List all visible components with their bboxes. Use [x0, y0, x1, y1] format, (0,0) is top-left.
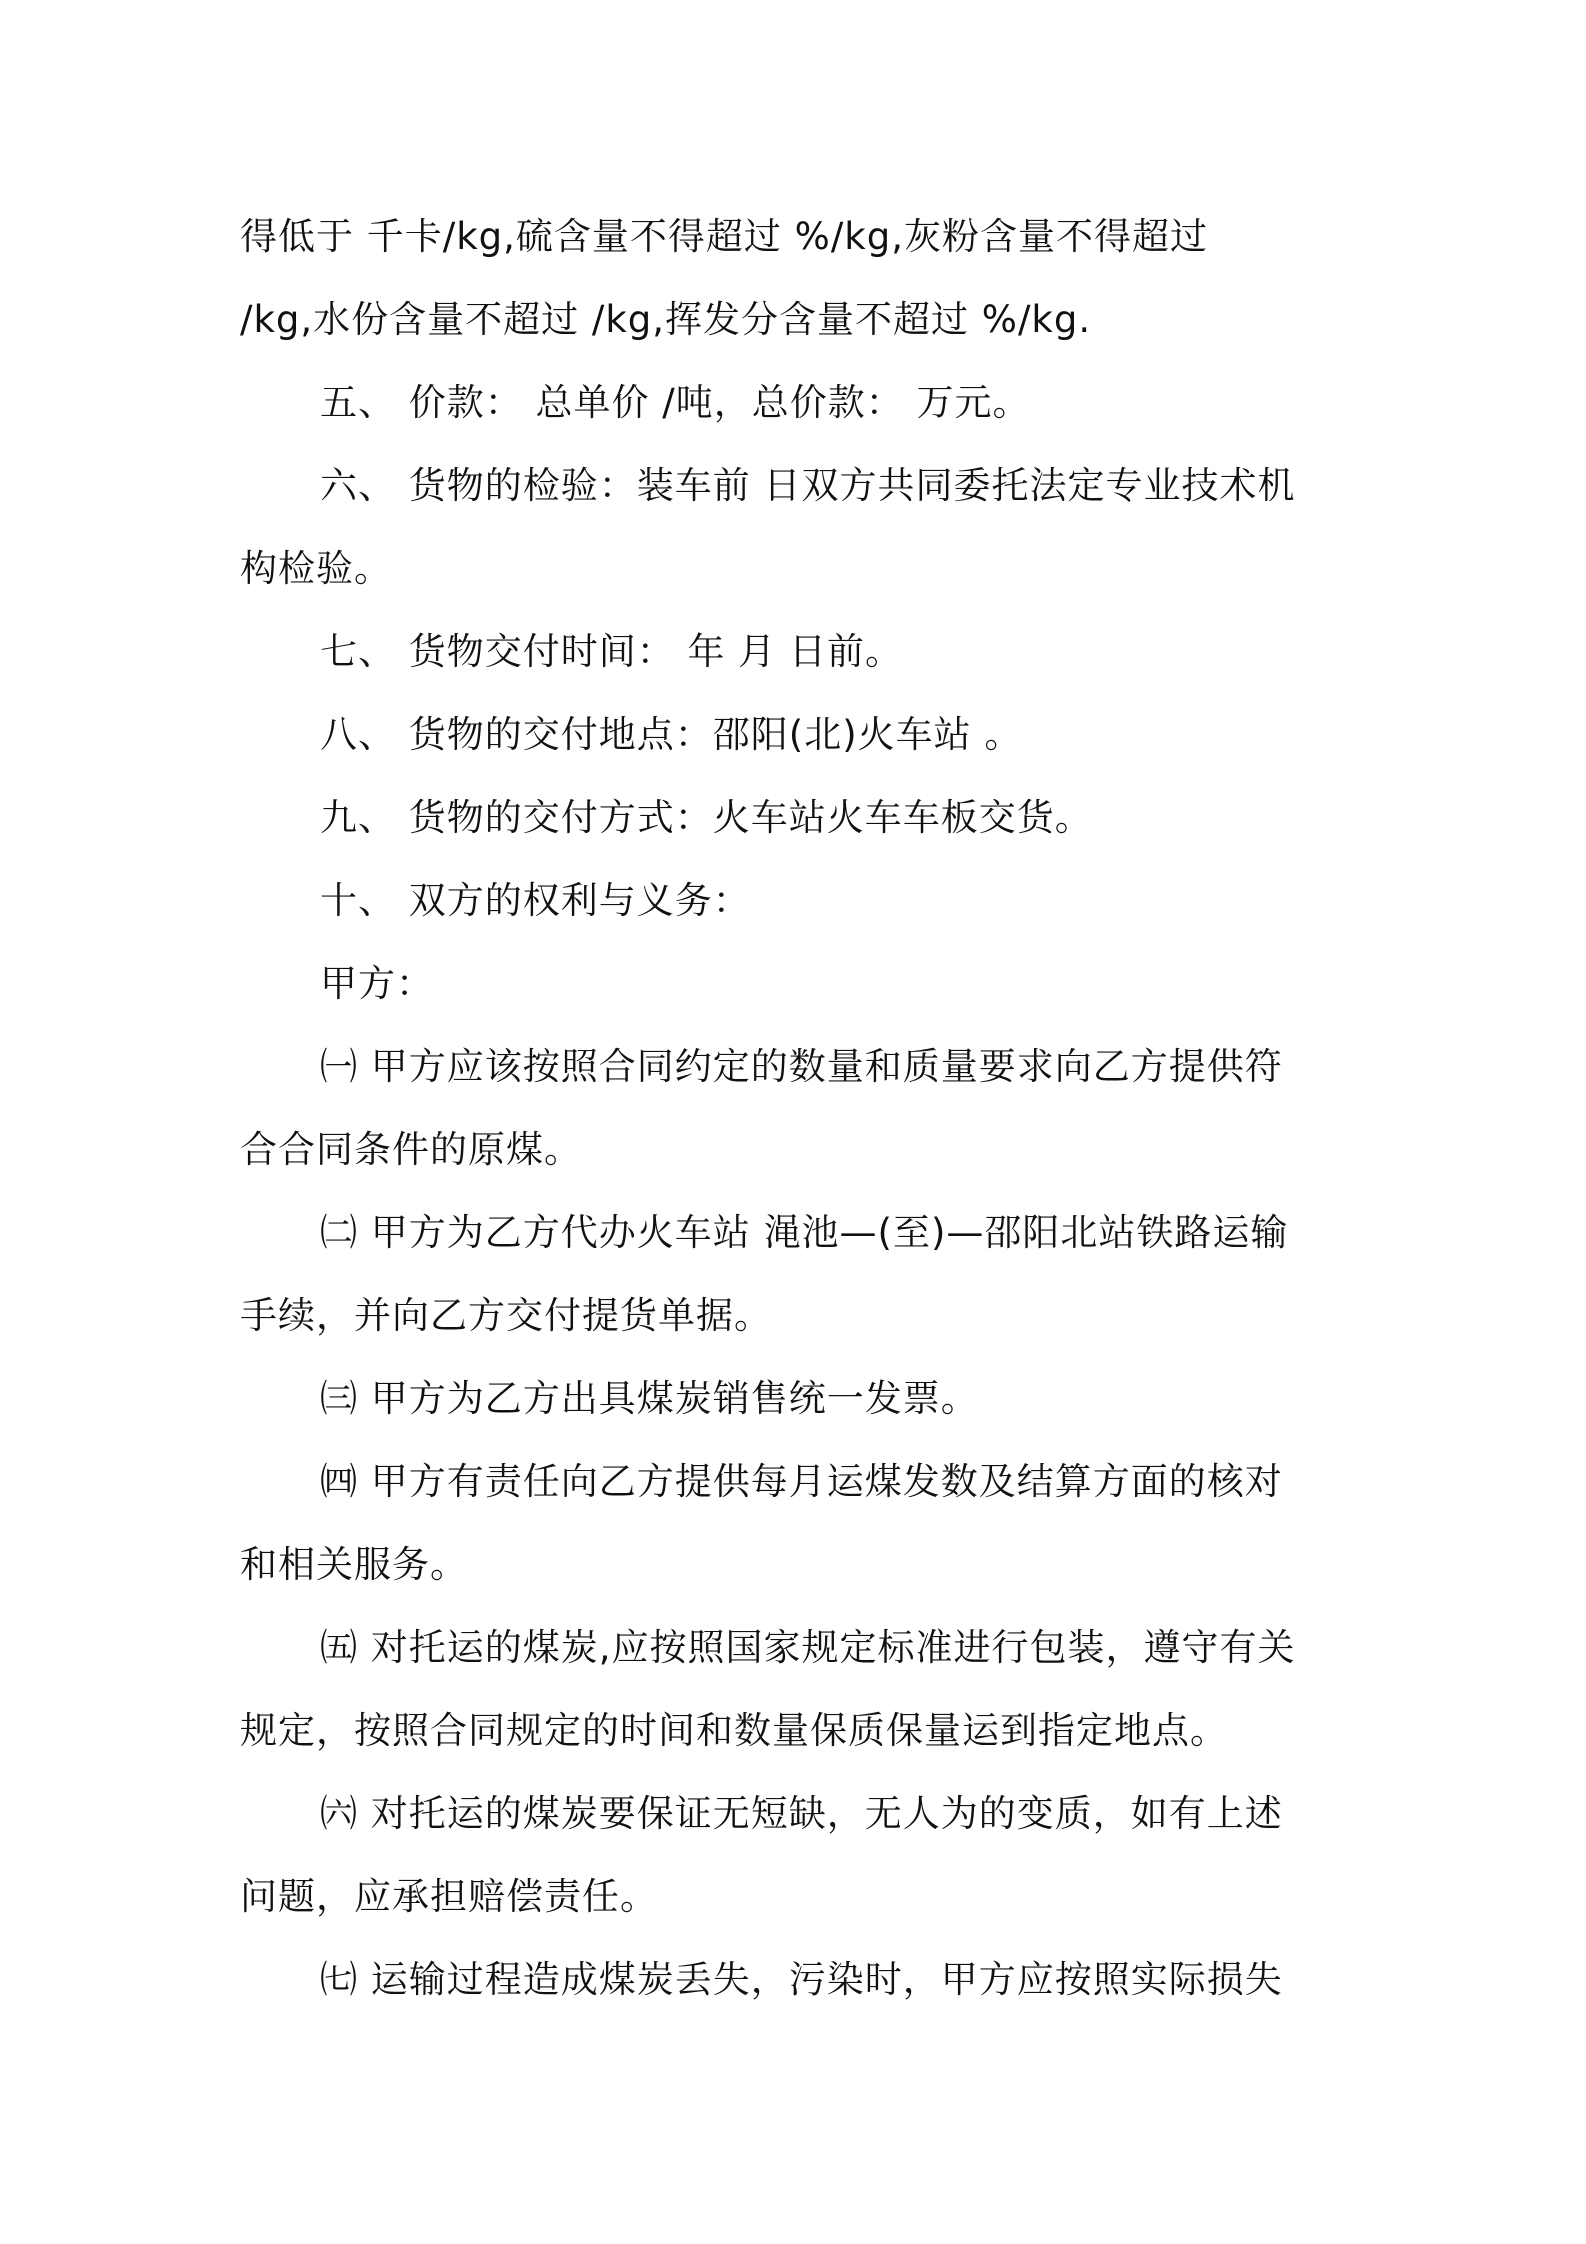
text-line: ㈢ 甲方为乙方出具煤炭销售统一发票。: [320, 1377, 979, 1420]
text-line: 合合同条件的原煤。: [240, 1128, 582, 1171]
text-line: 问题，应承担赔偿责任。: [240, 1875, 658, 1918]
text-line: ㈣ 甲方有责任向乙方提供每月运煤发数及结算方面的核对: [320, 1460, 1283, 1503]
text-line: ㈦ 运输过程造成煤炭丢失，污染时，甲方应按照实际损失: [320, 1958, 1283, 2001]
text-line: 构检验。: [240, 547, 392, 590]
contract-body: [240, 195, 1350, 2021]
text-line: 得低于 千卡/kg,硫含量不得超过 %/kg,灰粉含量不得超过: [240, 215, 1208, 258]
text-line: 规定，按照合同规定的时间和数量保质保量运到指定地点。: [240, 1709, 1228, 1752]
text-line: 十、 双方的权利与义务：: [320, 879, 751, 922]
text-line: /kg,水份含量不超过 /kg,挥发分含量不超过 %/kg.: [240, 298, 1092, 341]
text-line: 甲方：: [320, 962, 434, 1005]
text-line: ㈤ 对托运的煤炭,应按照国家规定标准进行包装，遵守有关: [320, 1626, 1296, 1669]
text-line: 八、 货物的交付地点：邵阳(北)火车站 。: [320, 713, 1023, 756]
text-line: 九、 货物的交付方式：火车站火车车板交货。: [320, 796, 1093, 839]
text-line: 五、 价款： 总单价 /吨，总价款： 万元。: [320, 381, 1031, 424]
text-line: 手续，并向乙方交付提货单据。: [240, 1294, 772, 1337]
text-line: ㈥ 对托运的煤炭要保证无短缺，无人为的变质，如有上述: [320, 1792, 1283, 1835]
text-line: ㈡ 甲方为乙方代办火车站 渑池—(至)—邵阳北站铁路运输: [320, 1211, 1289, 1254]
text-line: 六、 货物的检验：装车前 日双方共同委托法定专业技术机: [320, 464, 1296, 507]
text-line: ㈠ 甲方应该按照合同约定的数量和质量要求向乙方提供符: [320, 1045, 1283, 1088]
text-line: 和相关服务。: [240, 1543, 468, 1586]
text-line: 七、 货物交付时间： 年 月 日前。: [320, 630, 904, 673]
